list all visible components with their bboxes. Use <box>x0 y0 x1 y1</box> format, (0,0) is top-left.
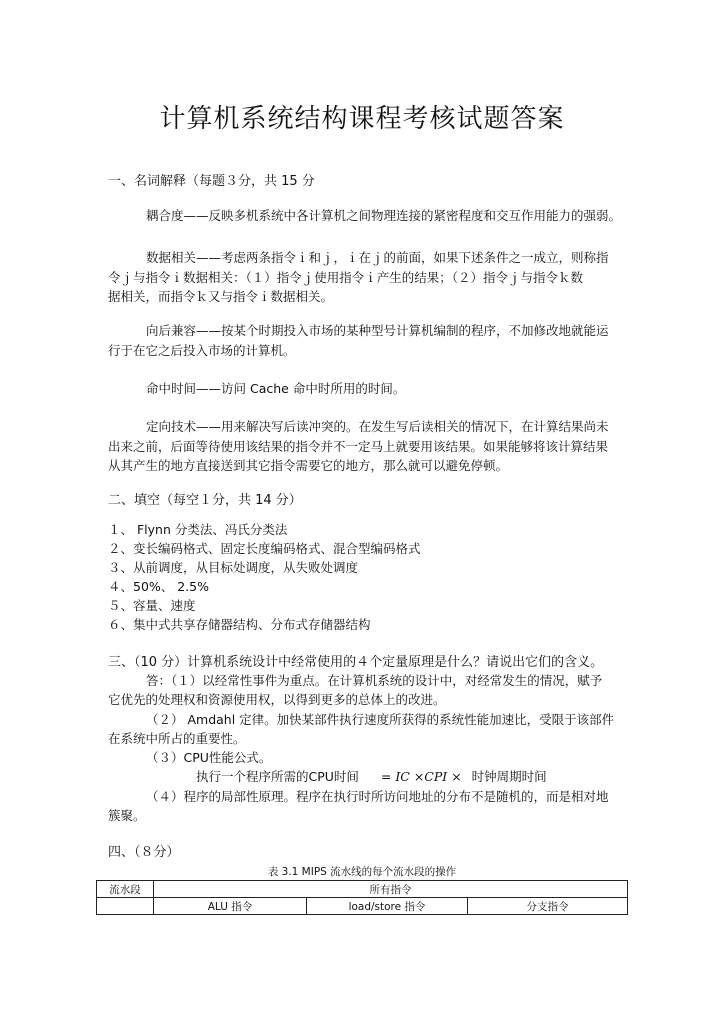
term-forwarding-line1: 定向技术——用来解决写后读冲突的。在发生写后读相关的情况下，在计算结果尚未 <box>146 419 609 434</box>
fill-item-5: ５、容量、速度 <box>108 598 196 613</box>
term-data-dependence-line3: 据相关，而指令ｋ又与指令ｉ数据相关。 <box>108 289 334 304</box>
formula-rhs: 时钟周期时间 <box>471 769 547 784</box>
term-backward-compat-line2: 行于在它之后投入市场的计算机。 <box>108 343 296 358</box>
cpu-formula <box>196 769 547 785</box>
term-hit-time: 命中时间——访问 Cache 命中时所用的时间。 <box>146 381 406 396</box>
alu-col-header: ALU 指令 <box>154 898 307 915</box>
load-store-col-header: load/store 指令 <box>307 898 468 915</box>
answer-4-line2: 簇聚。 <box>108 808 146 823</box>
term-data-dependence-line2: 令ｊ与指令ｉ数据相关：（１）指令ｊ使用指令ｉ产生的结果；（２）指令ｊ与指令ｋ数 <box>108 270 584 285</box>
table-caption: 表 3.1 MIPS 流水线的每个流水段的操作 <box>267 866 457 878</box>
answer-1-line2: 它优先的处理权和资源使用权，以得到更多的总体上的改进。 <box>108 692 446 707</box>
answer-1-line1: 答：（１）以经常性事件为重点。在计算机系统的设计中，对经常发生的情况，赋予 <box>146 673 603 688</box>
document-title: 计算机系统结构课程考核试题答案 <box>159 104 565 134</box>
answer-2-line1: （２） Amdahl 定律。加快某部件执行速度所获得的系统性能加速比，受限于该部件 <box>146 712 615 727</box>
empty-cell <box>97 898 154 915</box>
stage-header-cell: 流水段 <box>97 881 154 898</box>
fill-item-3: ３、从前调度，从目标处调度，从失败处调度 <box>108 560 359 575</box>
formula-eq: = IC ×CPI × <box>380 769 462 784</box>
fill-item-2: ２、变长编码格式、固定长度编码格式、混合型编码格式 <box>108 541 421 556</box>
branch-col-header: 分支指令 <box>468 898 628 915</box>
fill-item-4: ４、50%、 2.5% <box>108 579 210 594</box>
term-coupling: 耦合度——反映多机系统中各计算机之间物理连接的紧密程度和交互作用能力的强弱。 <box>146 208 622 223</box>
section-1-heading: 一、名词解释（每题３分，共 15 分 <box>108 174 315 189</box>
answer-4-line1: （４）程序的局部性原理。程序在执行时所访问地址的分布不是随机的，而是相对地 <box>146 789 609 804</box>
fill-item-6: ６、集中式共享存储器结构、分布式存储器结构 <box>108 617 371 632</box>
section-3-heading: 三、（10 分）计算机系统设计中经常使用的４个定量原理是什么？请说出它们的含义。 <box>108 655 604 670</box>
table-row <box>97 881 628 898</box>
formula-lhs: 执行一个程序所需的CPU时间 <box>196 769 359 784</box>
section-4-heading: 四、（８分） <box>108 845 180 860</box>
all-instructions-header-cell: 所有指令 <box>154 881 628 898</box>
answer-3: （３）CPU性能公式。 <box>146 750 272 765</box>
section-2-heading: 二、填空（每空１分，共 14 分） <box>108 493 302 508</box>
term-backward-compat-line1: 向后兼容——按某个时期投入市场的某种型号计算机编制的程序，不加修改地就能运 <box>146 323 609 338</box>
term-forwarding-line3: 从其产生的地方直接送到其它指令需要它的地方，那么就可以避免停顿。 <box>108 458 509 473</box>
fill-item-1: １、 Flynn 分类法、冯氏分类法 <box>108 522 288 537</box>
term-data-dependence-line1: 数据相关——考虑两条指令ｉ和ｊ，ｉ在ｊ的前面，如果下述条件之一成立，则称指 <box>146 250 609 265</box>
answer-2-line2: 在系统中所占的重要性。 <box>108 731 246 746</box>
table-row <box>97 898 628 915</box>
term-forwarding-line2: 出来之前，后面等待使用该结果的指令并不一定马上就要用该结果。如果能够将该计算结果 <box>108 439 609 454</box>
pipeline-ops-table <box>96 880 628 915</box>
